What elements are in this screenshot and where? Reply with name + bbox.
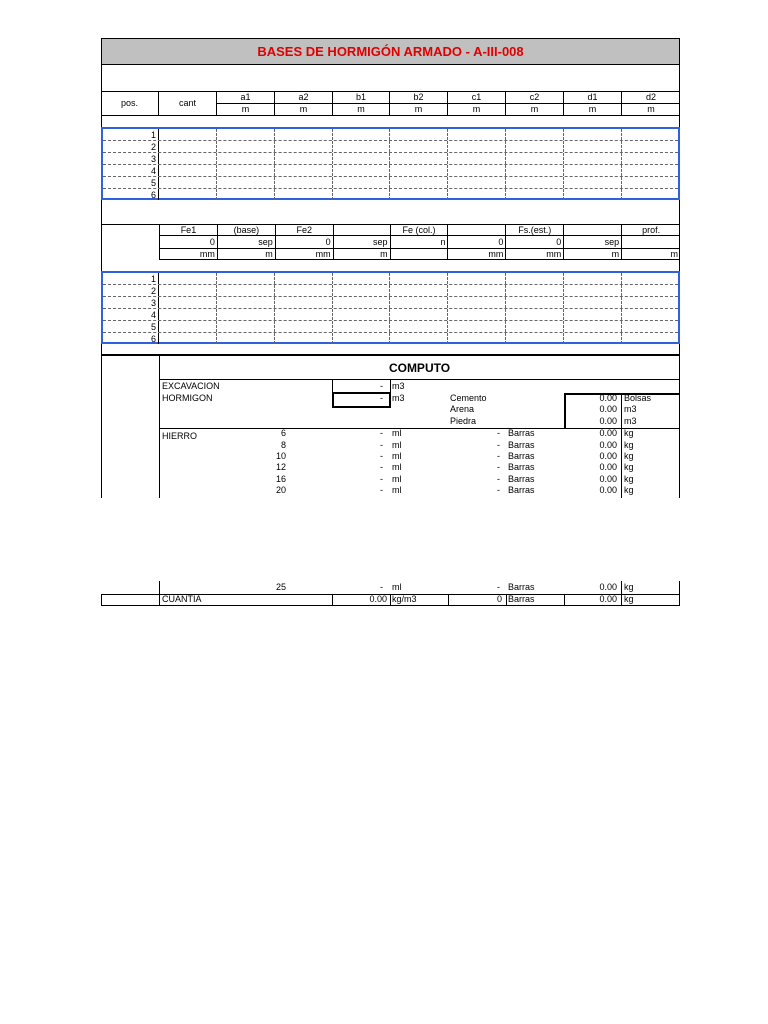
table-row[interactable]: [103, 273, 678, 285]
hierro-barras: -: [497, 582, 500, 592]
material-value: 0.00: [599, 416, 617, 426]
unit: mm: [276, 249, 334, 259]
cuantia-barras-unit: Barras: [508, 594, 535, 604]
unit: m: [390, 104, 448, 116]
hormigon-unit: m3: [392, 393, 405, 403]
hierro-diameter: 16: [275, 474, 286, 484]
row-pos: 1: [103, 129, 159, 140]
hierro-ml-unit: ml: [392, 462, 402, 472]
header-d1: d1: [564, 91, 622, 103]
row-pos: 4: [103, 165, 159, 176]
hierro-ml: -: [380, 474, 383, 484]
hierro-kg: 0.00: [599, 474, 617, 484]
hierro-ml-unit: ml: [392, 582, 402, 592]
hierro-kg: 0.00: [599, 451, 617, 461]
hierro-kg-unit: kg: [624, 451, 634, 461]
header-pos: pos.: [101, 91, 159, 115]
value[interactable]: sep: [334, 236, 391, 247]
hierro-kg-unit: kg: [624, 440, 634, 450]
row-pos: 2: [103, 141, 159, 152]
value[interactable]: n: [391, 236, 449, 247]
header-blank: [334, 224, 391, 235]
material-unit: m3: [624, 416, 637, 426]
hierro-barras: -: [497, 485, 500, 495]
table-row[interactable]: [103, 309, 678, 321]
header-c1: c1: [448, 91, 506, 103]
row-pos: 3: [103, 153, 159, 164]
table-row[interactable]: [103, 333, 678, 344]
hormigon-value: -: [380, 393, 383, 403]
hierro-barras-unit: Barras: [508, 474, 535, 484]
header-c2: c2: [506, 91, 564, 103]
unit: m: [564, 104, 622, 116]
header-b1: b1: [333, 91, 390, 103]
table-row[interactable]: [103, 285, 678, 297]
material-value: 0.00: [599, 404, 617, 414]
hierro-kg: 0.00: [599, 582, 617, 592]
unit: m: [218, 249, 276, 259]
hierro-barras-unit: Barras: [508, 428, 535, 438]
cuantia-barras: 0: [496, 594, 502, 604]
header-base: (base): [218, 224, 276, 235]
hierro-kg-unit: kg: [624, 485, 634, 495]
value[interactable]: 0: [160, 236, 218, 247]
cuantia-label: CUANTIA: [162, 594, 202, 604]
hierro-barras-unit: Barras: [508, 485, 535, 495]
unit: [391, 249, 449, 259]
excavacion-unit: m3: [392, 381, 405, 391]
hierro-ml: -: [380, 582, 383, 592]
row-pos: 3: [103, 297, 159, 308]
hierro-ml: -: [380, 428, 383, 438]
header-fe-col: Fe (col.): [391, 224, 449, 235]
unit: m: [670, 248, 679, 259]
cuantia-value: 0.00: [369, 594, 387, 604]
hierro-kg: 0.00: [599, 485, 617, 495]
hierro-ml: -: [380, 485, 383, 495]
cuantia-kg: 0.00: [599, 594, 617, 604]
hierro-barras: -: [497, 451, 500, 461]
unit: m: [448, 104, 506, 116]
excavacion-label: EXCAVACION: [162, 381, 220, 391]
hierro-ml-unit: ml: [392, 474, 402, 484]
hierro-barras-unit: Barras: [508, 451, 535, 461]
value[interactable]: sep: [564, 236, 622, 247]
table-row[interactable]: [103, 297, 678, 309]
table2-input-area: [101, 271, 680, 344]
cuantia-kg-unit: kg: [624, 594, 634, 604]
table-row[interactable]: [103, 153, 678, 165]
unit: m: [334, 249, 391, 259]
table1-input-area: [101, 127, 680, 200]
header-blank: [448, 224, 506, 235]
hierro-barras: -: [497, 474, 500, 484]
header-fs-est: Fs.(est.): [506, 224, 564, 235]
header-a2: a2: [275, 91, 333, 103]
hierro-ml-unit: ml: [392, 428, 402, 438]
hierro-diameter: 20: [275, 485, 286, 495]
hierro-kg-unit: kg: [624, 474, 634, 484]
hierro-kg: 0.00: [599, 440, 617, 450]
hierro-kg-unit: kg: [624, 462, 634, 472]
unit: mm: [448, 249, 506, 259]
unit: m: [564, 249, 622, 259]
cuantia-unit: kg/m3: [392, 594, 417, 604]
hierro-kg: 0.00: [599, 428, 617, 438]
hierro-label: HIERRO: [162, 431, 198, 441]
material-label: Piedra: [450, 416, 477, 426]
hierro-ml-unit: ml: [392, 440, 402, 450]
hierro-diameter: 6: [280, 428, 286, 438]
computo-title: COMPUTO: [388, 361, 451, 375]
value[interactable]: sep: [218, 236, 276, 247]
header-cant: cant: [159, 91, 217, 115]
unit: m: [506, 104, 564, 116]
material-value: 0.00: [599, 393, 617, 403]
table-row[interactable]: [103, 165, 678, 177]
hierro-kg-unit: kg: [624, 428, 634, 438]
hierro-ml: -: [380, 440, 383, 450]
row-pos: 1: [103, 273, 159, 284]
table-row[interactable]: [103, 189, 678, 200]
hierro-barras-unit: Barras: [508, 582, 535, 592]
material-unit: Bolsas: [624, 393, 652, 403]
header-d2: d2: [645, 91, 656, 102]
hierro-diameter: 8: [280, 440, 286, 450]
hierro-ml-unit: ml: [392, 451, 402, 461]
row-pos: 4: [103, 309, 159, 320]
value[interactable]: 0: [506, 236, 564, 247]
unit: mm: [160, 249, 218, 259]
header-fe1: Fe1: [160, 224, 218, 235]
header-fe2: Fe2: [276, 224, 334, 235]
hierro-barras-unit: Barras: [508, 462, 535, 472]
hierro-diameter: 12: [275, 462, 286, 472]
unit: m: [647, 104, 655, 115]
divider: [101, 354, 680, 356]
header-a1: a1: [217, 91, 275, 103]
header-prof: prof.: [642, 224, 661, 235]
divider: [159, 379, 680, 380]
sheet-title: BASES DE HORMIGÓN ARMADO - A-III-008: [101, 38, 680, 65]
unit: mm: [506, 249, 564, 259]
table-row[interactable]: [103, 141, 678, 153]
table-row[interactable]: [103, 321, 678, 333]
header-b2: b2: [390, 91, 448, 103]
hierro-barras: -: [497, 428, 500, 438]
hierro-barras-unit: Barras: [508, 440, 535, 450]
header-blank: [564, 224, 622, 235]
table2-header: [159, 224, 680, 260]
hierro-diameter: 10: [275, 451, 286, 461]
row-pos: 5: [103, 177, 159, 188]
hormigon-label: HORMIGON: [162, 393, 213, 403]
hierro-kg-unit: kg: [624, 582, 634, 592]
hierro-ml-unit: ml: [392, 485, 402, 495]
unit: m: [333, 104, 390, 116]
table-row[interactable]: [103, 177, 678, 189]
row-pos: 6: [103, 333, 159, 344]
value[interactable]: 0: [448, 236, 506, 247]
value[interactable]: 0: [276, 236, 334, 247]
hierro-ml: -: [380, 462, 383, 472]
excavacion-value: -: [380, 381, 383, 391]
hierro-diameter: 25: [275, 582, 286, 592]
hierro-ml: -: [380, 451, 383, 461]
header-dims: [217, 91, 680, 115]
unit: m: [217, 104, 275, 116]
table-row[interactable]: [103, 129, 678, 141]
hierro-kg: 0.00: [599, 462, 617, 472]
value[interactable]: [622, 236, 680, 247]
row-pos: 5: [103, 321, 159, 332]
table1-header: [101, 91, 680, 116]
row-pos: 6: [103, 189, 159, 200]
hierro-barras: -: [497, 462, 500, 472]
hierro-barras: -: [497, 440, 500, 450]
unit: m: [275, 104, 333, 116]
material-unit: m3: [624, 404, 637, 414]
material-label: Arena: [450, 404, 475, 414]
row-pos: 2: [103, 285, 159, 296]
material-label: Cemento: [450, 393, 487, 403]
